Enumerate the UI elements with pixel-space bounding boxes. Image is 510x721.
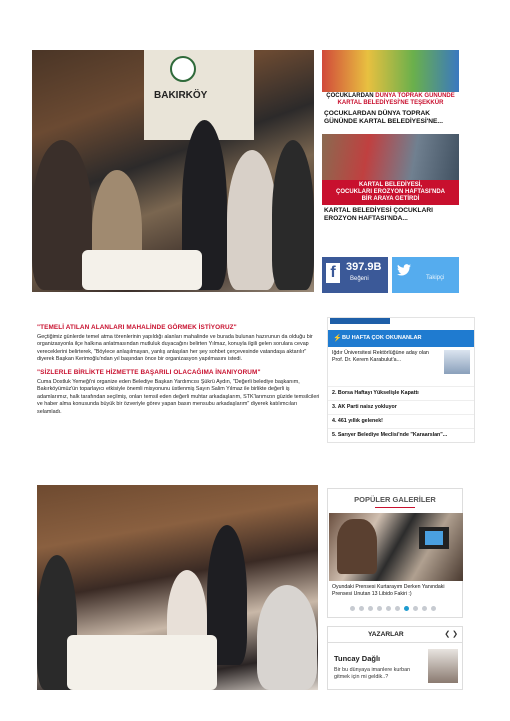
most-read-widget [327, 317, 475, 443]
most-read-item-text[interactable]: 2. Borsa Haftayı Yükselişle Kapattı [332, 390, 419, 396]
news-banner [322, 180, 459, 205]
news-banner [322, 92, 459, 108]
tv-screen-glow [425, 531, 443, 545]
facebook-count: 397.9B [346, 261, 382, 273]
photo-table [82, 250, 202, 290]
author-article-text[interactable]: Bir bu dünyaya imanlere kurban gitmek için mi geldik..? [334, 667, 411, 680]
news-banner-line2: ÇOCUKLARI EROZYON HAFTASI'NDA [336, 189, 445, 195]
most-read-item[interactable] [328, 347, 474, 387]
article-heading: "SİZLERLE BİRLİKTE HİZMETTE BAŞARILI OLACAĞIMA İNANIYORUM" [37, 368, 261, 376]
gallery-dot[interactable] [359, 606, 364, 611]
gallery-dot[interactable] [350, 606, 355, 611]
gallery-dot[interactable] [395, 606, 400, 611]
most-read-item[interactable] [328, 387, 474, 401]
most-read-title: BU HAFTA ÇOK OKUNANLAR [342, 335, 422, 341]
author-name[interactable]: Tuncay Dağlı [334, 654, 381, 663]
gallery-title-underline [375, 507, 415, 508]
gallery-dot[interactable] [386, 606, 391, 611]
photo-figure [272, 140, 314, 290]
article-body [37, 324, 321, 422]
gallery-title: POPÜLER GALERİLER [354, 495, 436, 504]
photo-banner-text: BAKIRKÖY [154, 90, 208, 101]
most-read-topbar [330, 318, 390, 324]
gallery-dot[interactable] [368, 606, 373, 611]
news-banner-line2: KARTAL BELEDİYESİ'NE TEŞEKKÜR [337, 100, 444, 106]
most-read-item-text[interactable]: 3. AK Parti naisz yokluyor [332, 404, 397, 410]
author-avatar[interactable] [428, 649, 458, 683]
most-read-item-text[interactable]: 5. Sarıyer Belediye Meclisi'nde "Karaarslan"... [332, 432, 448, 438]
facebook-icon: f [326, 263, 340, 283]
gallery-caption[interactable]: Oyundaki Prensesi Kurtarayım Derken Yanındaki Prensesi Unutan 13 Libido Fakiri :) [332, 584, 445, 597]
twitter-box[interactable] [392, 257, 459, 293]
twitter-bird-icon [397, 263, 411, 279]
most-read-item[interactable] [328, 401, 474, 415]
gallery-image[interactable] [329, 513, 463, 581]
news-banner-line3: BİR ARAYA GETİRDİ [361, 196, 420, 202]
gallery-dot[interactable] [413, 606, 418, 611]
social-boxes [322, 257, 459, 293]
news-banner-line1: ÇOCUKLARDAN [326, 93, 374, 99]
most-read-item-text[interactable]: 4. 461 yıllık gelenek! [332, 418, 383, 424]
news-card[interactable] [322, 134, 459, 225]
article-paragraph: Cuma Dostluk Yemeği'ni organize eden Belediye Başkan Yardımcısı Şükrü Aydın, "Değerli belediye başkanım, Bakırköyümüz'ün toparlayıcı etkisiyle önemli misyonunu üstlenmiş Sayın Salim Yılmaz ile birlikte değerli iş adamlarımız, halk tarafından seçilmiş, onları temsil eden değerli muhtar arkadaşlarım, STK'larımızın güzide temsilcileri ve haber alma konusunda büyük bir özveriyle görev yapan basın mensubu arkadaşlarım" diyerek katılımcıları selamladı. [37, 378, 320, 415]
logo-seal-icon [170, 56, 196, 82]
authors-nav-arrows[interactable]: ❮ ❯ [444, 631, 458, 638]
gallery-dot[interactable] [377, 606, 382, 611]
photo-table [67, 635, 217, 690]
gallery-dot[interactable] [431, 606, 436, 611]
popular-galleries [327, 488, 463, 618]
event-photo-top [32, 50, 314, 292]
gallery-dot[interactable] [404, 606, 409, 611]
authors-widget [327, 626, 463, 690]
news-card[interactable] [322, 50, 459, 128]
photo-figure [227, 150, 277, 290]
event-photo-bottom [37, 485, 318, 690]
authors-title: YAZARLAR [368, 631, 404, 638]
authors-header [328, 627, 462, 643]
photo-figure [337, 519, 377, 574]
news-banner-line1: KARTAL BELEDİYESİ, [358, 182, 423, 188]
bolt-icon: ⚡ [333, 335, 342, 342]
most-read-thumbnail[interactable] [444, 350, 470, 374]
gallery-dot[interactable] [422, 606, 427, 611]
most-read-header [328, 330, 474, 347]
facebook-like-label: Beğeni [350, 276, 369, 282]
article-heading: "TEMELİ ATILAN ALANLARI MAHALİNDE GÖRMEK İSTİYORUZ" [37, 324, 237, 331]
news-banner-line1-red: DÜNYA TOPRAK GÜNÜNDE [375, 93, 455, 99]
gallery-pagination [350, 606, 436, 611]
facebook-box[interactable] [322, 257, 388, 293]
most-read-item[interactable] [328, 429, 474, 442]
sidebar-news [322, 50, 459, 225]
news-thumbnail[interactable] [322, 50, 459, 92]
most-read-item[interactable] [328, 415, 474, 429]
article-paragraph: Geçtiğimiz günlerde temel atma törenlerinin yapıldığı alanları mahalinde ve burada bulunan hazırunun da olduğu bir organizasyonla ilçe halkına anlatmasından mutluluk duyacağını belirten Yılmaz, konuyla ilgili gelen sorulara cevap vereceklerini belirterek, "Böylece anlaşılmayan, yanlış anlaşılan her şey sohbet çerçevesinde vatandaşa aktarılır" diyerek Başkan Kerimoğlu'ndan yıl başından önce bir organizasyon yapılmasını istedi. [37, 333, 313, 363]
news-thumbnail[interactable] [322, 134, 459, 180]
twitter-follow-label: Takipçi [426, 275, 445, 281]
news-title[interactable]: ÇOCUKLARDAN DÜNYA TOPRAK GÜNÜNDE KARTAL BELEDİYESİ'NE... [324, 110, 443, 125]
news-title[interactable]: KARTAL BELEDİYESİ ÇOCUKLARI EROZYON HAFTASI'NDA... [324, 207, 433, 222]
photo-figure [257, 585, 317, 690]
most-read-item-text[interactable]: Iğdır Üniversitesi Rektörlüğüne aday olan Prof. Dr. Kerem Karabulut'a... [332, 350, 429, 363]
